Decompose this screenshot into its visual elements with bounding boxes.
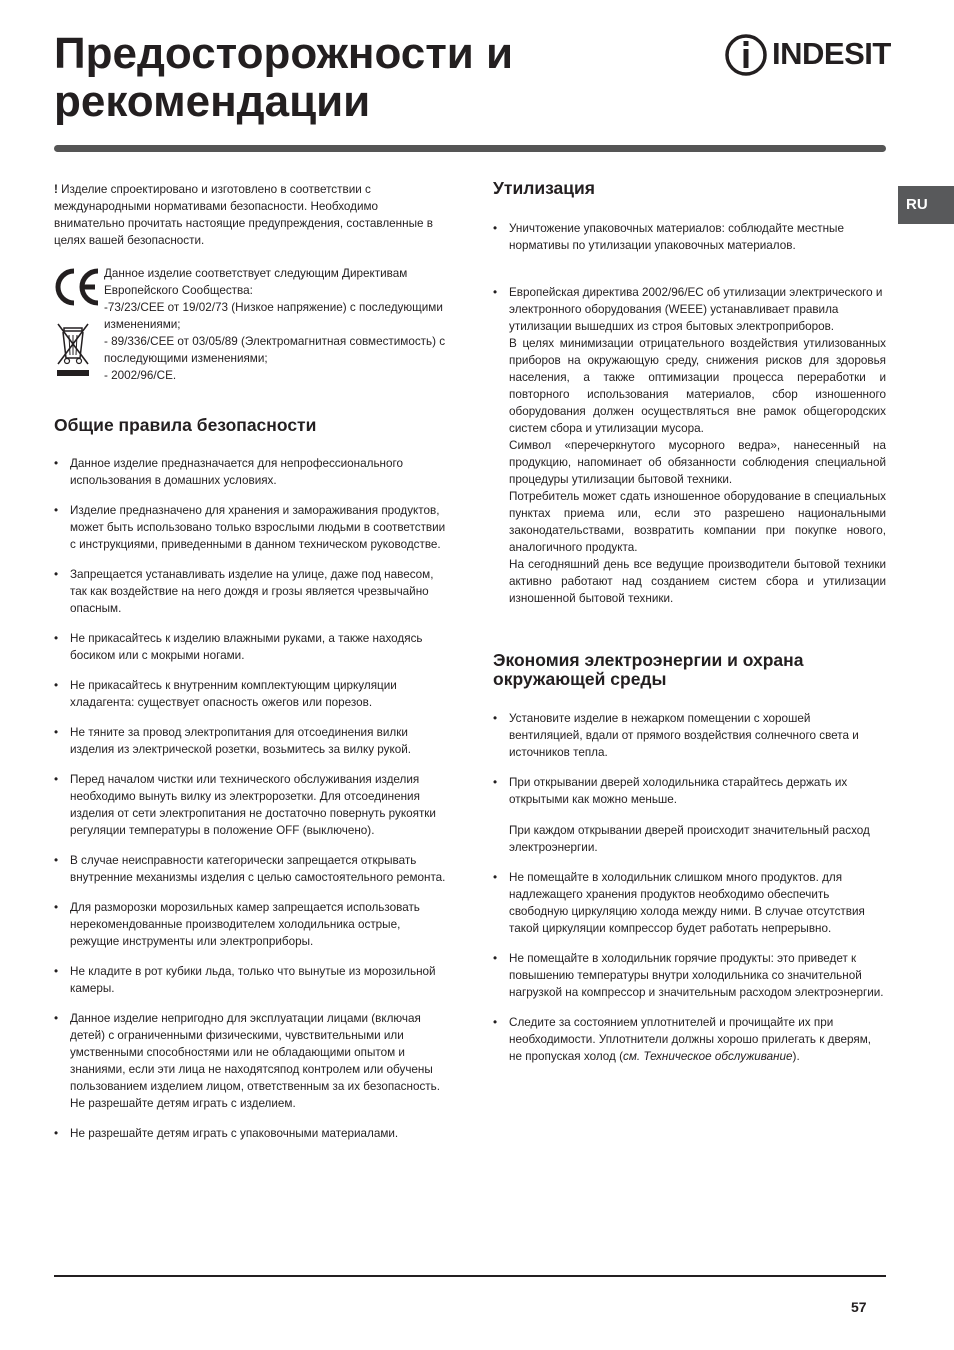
energy-item-text: • При открывании дверей холодильника старайтесь держать их открытыми как можно меньше. xyxy=(509,776,848,806)
left-column xyxy=(54,181,449,1142)
safety-list xyxy=(54,455,449,1142)
weee-paragraph: Символ «перечеркнутого мусорного ведра», нанесенный на продукцию, напоминает об обязанности соблюдения специальной процедуры утилизации бытовой техники. xyxy=(509,439,886,486)
directives-text xyxy=(104,265,449,384)
weee-paragraph: В целях минимизации отрицательного воздействия утилизованных приборов на окружающую среду, снижения рисков для здоровья населения, а также оптимизации процесса переработки и повторного использования материалов, сбор изношенного оборудования должен осуществляться вне рамок общегородских систем сбора и утилизации мусора. xyxy=(509,337,886,435)
disposal-list xyxy=(493,220,886,607)
energy-item-end: ). xyxy=(792,1050,800,1063)
list-item: • Не помещайте в холодильник горячие продукты: это приведет к повышению температуры внутри холодильника со значительной нагрузкой на компрессор и значительным расходом электроэнергии. xyxy=(493,950,886,1001)
page-number: 57 xyxy=(851,1299,867,1315)
list-item: • Для разморозки морозильных камер запрещается использовать нерекомендованные производителем холодильника острые, режущие инструменты или электроприборы. xyxy=(54,899,449,950)
header-rule xyxy=(54,145,886,152)
directive-line: - 2002/96/CE. xyxy=(104,369,177,382)
list-item: • Изделие предназначено для хранения и замораживания продуктов, может быть использовано только взрослыми людьми в соответствии с инструкциями, приведенными в данном техническом руководстве. xyxy=(54,502,449,553)
energy-list xyxy=(493,710,886,1065)
indesit-logo xyxy=(724,32,891,78)
list-item: • В случае неисправности категорически запрещается открывать внутренние механизмы изделия с целью самостоятельного ремонта. xyxy=(54,852,449,886)
brand-wordmark: INDESIT xyxy=(772,36,891,71)
language-tab: RU xyxy=(898,186,954,224)
warning-mark: ! xyxy=(54,183,58,196)
directive-line: Данное изделие соответствует следующим Директивам Европейского Сообщества: xyxy=(104,267,408,297)
list-item: • Запрещается устанавливать изделие на улице, даже под навесом, так как воздействие на него дождя и грозы является чрезвычайно опасным. xyxy=(54,566,449,617)
directives-block xyxy=(54,265,449,385)
page-title: Предосторожности и рекомендации xyxy=(54,29,514,126)
list-item: • Перед началом чистки или технического обслуживания изделия необходимо вынуть вилку из электророзетки. Для отсоединения изделия от сети электропитания не достаточно повернуть рукоятки регуляции температуры в положение OFF (выключено). xyxy=(54,771,449,839)
list-item: • Не кладите в рот кубики льда, только что вынутые из морозильной камеры. xyxy=(54,963,449,997)
directive-line: - 89/336/CEE от 03/05/89 (Электромагнитная совместимость) с последующими изменениями; xyxy=(104,335,446,365)
list-item: • Не прикасайтесь к внутренним комплектующим циркуляции хладагента: существует опасность ожегов или порезов. xyxy=(54,677,449,711)
list-item: • Не прикасайтесь к изделию влажными руками, а также находясь босиком или с мокрыми ногами. xyxy=(54,630,449,664)
intro-text: Изделие спроектировано и изготовлено в соответствии с международными нормативами безопасности. Необходимо внимательно прочитать настоящие предупреждения, составленные в целях вашей безопасности. xyxy=(54,183,433,247)
safety-heading: Общие правила безопасности xyxy=(54,415,317,435)
ce-mark-icon xyxy=(54,265,100,309)
maintenance-reference: см. Техническое обслуживание xyxy=(622,1050,793,1063)
list-item: • Данное изделие непригодно для эксплуатации лицами (включая детей) с ограниченными физическими, чувствительными или умственными способностями или не обладающими опытом и знаниями, если эти лица не находятсяпод контролем или обучены пользованием изделием лицом, ответственным за их безопасность. Не разрешайте детям играть с изделием. xyxy=(54,1010,449,1112)
list-item: • Уничтожение упаковочных материалов: соблюдайте местные нормативы по утилизации упаковочных материалов. xyxy=(493,220,886,254)
energy-item-note: При каждом открывании дверей происходит значительный расход электроэнергии. xyxy=(509,824,870,854)
list-item: • Установите изделие в нежарком помещении с хорошей вентиляцией, вдали от прямого воздействия солнечного света и источников тепла. xyxy=(493,710,886,761)
list-item xyxy=(493,774,886,856)
crossed-bin-icon xyxy=(54,322,94,378)
list-item xyxy=(493,284,886,607)
list-item: • Не помещайте в холодильник слишком много продуктов. для надлежащего хранения продуктов необходимо обеспечить свободную циркуляцию холода между ними. В случае отсутствия такой циркуляции компрессор будет работать непрерывно. xyxy=(493,869,886,937)
footer-rule xyxy=(54,1275,886,1277)
list-item: • Данное изделие предназначается для непрофессионального использования в домашних условиях. xyxy=(54,455,449,489)
intro-paragraph xyxy=(54,181,449,249)
energy-heading: Экономия электроэнергии и охрана окружающей среды xyxy=(493,650,804,689)
energy-item-text: Следите за состоянием уплотнителей и прочищайте их при необходимости. Уплотнители должны хорошо прилегать к дверям, не пропуская холод ( xyxy=(509,1016,871,1063)
weee-paragraph: На сегодняшний день все ведущие производители бытовой техники активно работают над созданием систем сбора и утилизации изношенной бытовой техники. xyxy=(509,558,886,605)
compliance-icons xyxy=(54,265,100,385)
right-column xyxy=(493,179,886,1065)
list-item: • Не разрешайте детям играть с упаковочными материалами. xyxy=(54,1125,449,1142)
weee-paragraph: Потребитель может сдать изношенное оборудование в специальных пунктах приема или, если это разрешено национальными законодательствами, возвратить компании при покупке нового, аналогичного продукта. xyxy=(509,490,886,554)
disposal-heading: Утилизация xyxy=(493,178,596,198)
weee-intro: • Европейская директива 2002/96/EC об утилизации электрического и электронного оборудования (WEEE) устанавливает правила утилизации вышедших из строя бытовых электроприборов. xyxy=(509,286,883,333)
directive-line: -73/23/CEE от 19/02/73 (Низкое напряжение) с последующими изменениями; xyxy=(104,301,443,331)
list-item xyxy=(493,1014,886,1065)
list-item: • Не тяните за провод электропитания для отсоединения вилки изделия из электрической розетки, возьмитесь за вилку рукой. xyxy=(54,724,449,758)
